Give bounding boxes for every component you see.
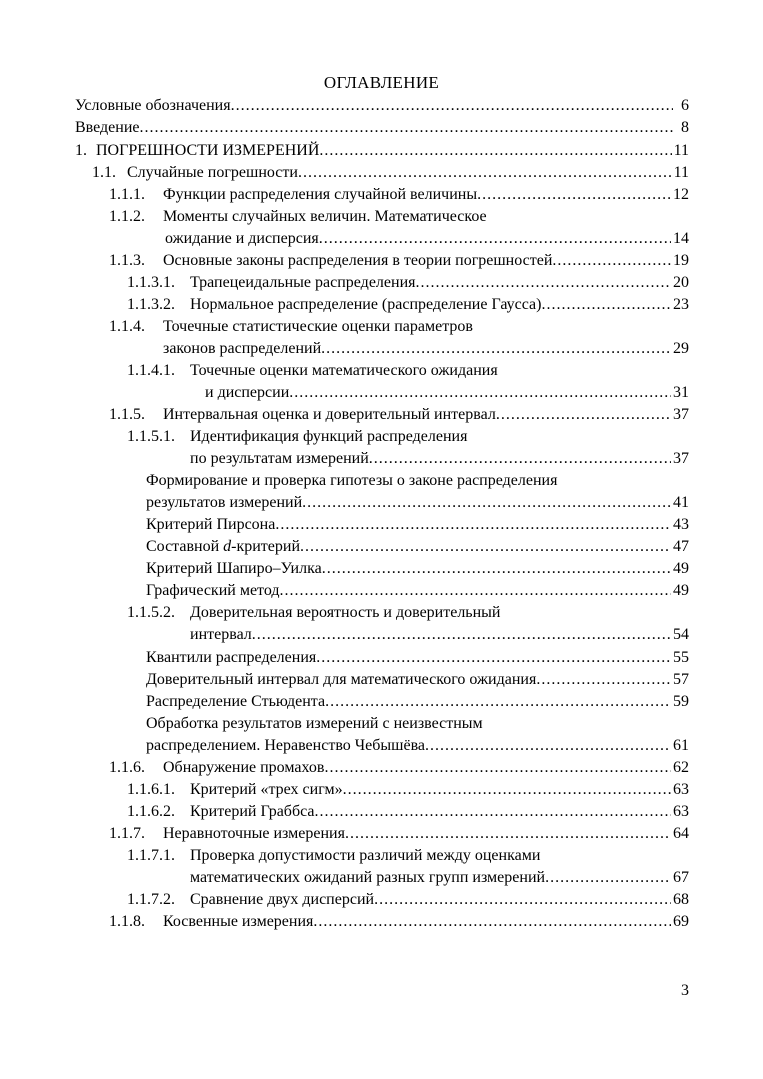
leader-dots xyxy=(541,295,671,315)
toc-entry-text: Трапецеидальные распределения xyxy=(190,274,416,291)
toc-entry-1-1-5[interactable] xyxy=(109,405,689,425)
toc-entry-1-1-5-2[interactable] xyxy=(190,625,689,645)
toc-entry-1-1-4-1-first-line xyxy=(127,361,498,381)
toc-entry-page: 12 xyxy=(673,186,689,203)
toc-entry-text-line1: Точечные статистические оценки параметров xyxy=(163,318,473,335)
toc-entry-text: Доверительный интервал для математического ожидания xyxy=(146,671,537,688)
toc-entry-text: ПОГРЕШНОСТИ ИЗМЕРЕНИЙ xyxy=(96,142,320,159)
leader-dots xyxy=(536,670,671,690)
toc-entry-text: результатов измерений xyxy=(146,494,303,511)
toc-entry-page: 6 xyxy=(681,97,689,114)
toc-entry-page: 11 xyxy=(673,142,689,159)
toc-entry-confidence-interval-mean[interactable] xyxy=(146,670,689,690)
toc-entry-text: Критерий Пирсона xyxy=(146,516,276,533)
leader-dots xyxy=(275,515,671,535)
toc-entry-page: 68 xyxy=(673,891,689,908)
toc-entry-1-1-2[interactable] xyxy=(165,229,689,249)
page-number: 3 xyxy=(681,982,689,999)
toc-entry-page: 37 xyxy=(673,450,689,467)
toc-entry-page: 31 xyxy=(673,384,689,401)
toc-entry-text: ожидание и дисперсия xyxy=(165,230,319,247)
toc-entry-page: 55 xyxy=(673,649,689,666)
toc-entry-number: 1.1.2. xyxy=(109,208,145,225)
toc-entry-1-1-7-2[interactable] xyxy=(127,890,689,910)
toc-entry-number: 1.1.6.2. xyxy=(127,803,175,820)
toc-entry-1-1-6-1[interactable] xyxy=(127,780,689,800)
toc-entry-page: 62 xyxy=(673,759,689,776)
toc-entry-number: 1.1.3. xyxy=(109,252,145,269)
leader-dots xyxy=(319,229,671,249)
toc-entry-number: 1.1.7. xyxy=(109,825,145,842)
toc-entry-1-1-5-1-first-line xyxy=(127,427,467,447)
toc-entry-text: Введение xyxy=(75,119,140,136)
toc-entry-1-1-5-1[interactable] xyxy=(190,449,689,469)
toc-entry-text: Косвенные измерения xyxy=(163,913,314,930)
toc-entry-number: 1.1.5.2. xyxy=(127,604,175,621)
toc-entry-number: 1.1.6. xyxy=(109,759,145,776)
toc-entry-pearson[interactable] xyxy=(146,515,689,535)
toc-entry-text: Критерий Шапиро–Уилка xyxy=(146,560,322,577)
leader-dots xyxy=(319,141,671,161)
leader-dots xyxy=(231,96,673,116)
toc-entry-graphical-method[interactable] xyxy=(146,581,689,601)
toc-entry-number: 1.1.3.2. xyxy=(127,296,175,313)
leader-dots xyxy=(324,758,671,778)
toc-entry-1-1-4-1[interactable] xyxy=(205,383,689,403)
toc-entry-1-1-3-2[interactable] xyxy=(127,295,689,315)
toc-entry-text: Интервальная оценка и доверительный интервал xyxy=(163,406,496,423)
toc-entry-1-1[interactable] xyxy=(92,163,689,183)
toc-entry-text: Квантили распределения xyxy=(146,649,317,666)
leader-dots xyxy=(345,824,671,844)
toc-entry-chebyshev-first-line: Обработка результатов измерений с неизвестным xyxy=(146,715,483,732)
leader-dots xyxy=(313,912,671,932)
toc-entry-text: и дисперсии xyxy=(205,384,290,401)
toc-entry-text: Обнаружение промахов xyxy=(163,759,325,776)
toc-entry-page: 20 xyxy=(673,274,689,291)
toc-entry-1-1-3-1[interactable] xyxy=(127,273,689,293)
toc-entry-1-1-3[interactable] xyxy=(109,251,689,271)
toc-entry-number: 1.1. xyxy=(92,164,116,181)
toc-entry-text: Графический метод xyxy=(146,582,280,599)
toc-entry-hypothesis-first-line: Формирование и проверка гипотезы о законе распределения xyxy=(146,472,558,489)
leader-dots xyxy=(369,449,671,469)
toc-entry-quantiles[interactable] xyxy=(146,648,689,668)
toc-entry-page: 8 xyxy=(681,119,689,136)
toc-entry-number: 1.1.5.1. xyxy=(127,428,175,445)
toc-entry-1-1-1[interactable] xyxy=(109,185,689,205)
toc-entry-1-1-6-2[interactable] xyxy=(127,802,689,822)
leader-dots xyxy=(425,736,671,756)
toc-entry-text-line1: Точечные оценки математического ожидания xyxy=(190,362,498,379)
toc-entry-text: Условные обозначения xyxy=(75,97,231,114)
toc-entry-page: 63 xyxy=(673,803,689,820)
toc-entry-text-line1: Проверка допустимости различий между оценками xyxy=(190,847,541,864)
toc-entry-page: 49 xyxy=(673,582,689,599)
leader-dots xyxy=(280,581,671,601)
leader-dots xyxy=(374,890,671,910)
toc-entry-introduction[interactable] xyxy=(75,118,689,138)
leader-dots xyxy=(316,648,671,668)
toc-entry-text: Составной d-критерий xyxy=(146,538,301,555)
leader-dots xyxy=(302,493,671,513)
toc-entry-page: 11 xyxy=(673,164,689,181)
toc-entry-1-1-4[interactable] xyxy=(163,339,689,359)
toc-entry-text: Критерий Граббса xyxy=(190,803,315,820)
leader-dots xyxy=(343,780,671,800)
toc-entry-page: 49 xyxy=(673,560,689,577)
toc-entry-page: 69 xyxy=(673,913,689,930)
toc-entry-number: 1.1.4.1. xyxy=(127,362,175,379)
leader-dots xyxy=(314,802,671,822)
toc-entry-notation[interactable] xyxy=(75,96,689,116)
page-title: ОГЛАВЛЕНИЕ xyxy=(323,73,440,92)
toc-entry-text: Распределение Стьюдента xyxy=(146,693,326,710)
toc-entry-text: по результатам измерений xyxy=(190,450,369,467)
toc-entry-1-1-4-first-line xyxy=(109,317,473,337)
toc-entry-number: 1.1.3.1. xyxy=(127,274,175,291)
toc-entry-page: 67 xyxy=(673,869,689,886)
leader-dots xyxy=(321,339,671,359)
toc-entry-text: Сравнение двух дисперсий xyxy=(190,891,375,908)
toc-entry-shapiro-wilk[interactable] xyxy=(146,559,689,579)
leader-dots xyxy=(552,251,671,271)
toc-entry-page: 14 xyxy=(673,230,689,247)
toc-entry-1-1-7-1[interactable] xyxy=(190,868,689,888)
toc-entry-number: 1. xyxy=(75,142,87,159)
leader-dots xyxy=(289,383,671,403)
toc-entry-number: 1.1.8. xyxy=(109,913,145,930)
toc-entry-1-1-7-1-first-line xyxy=(127,846,540,866)
toc-entry-page: 54 xyxy=(673,626,689,643)
toc-entry-page: 19 xyxy=(673,252,689,269)
leader-dots xyxy=(416,273,672,293)
toc-entry-text: распределением. Неравенство Чебышёва xyxy=(146,737,426,754)
toc-entry-1-1-5-2-first-line xyxy=(127,603,500,623)
toc-entry-number: 1.1.6.1. xyxy=(127,781,175,798)
toc-entry-chapter-1[interactable] xyxy=(75,141,689,161)
toc-entry-page: 61 xyxy=(673,737,689,754)
toc-entry-number: 1.1.7.2. xyxy=(127,891,175,908)
toc-entry-student[interactable] xyxy=(146,692,689,712)
toc-entry-text: Функции распределения случайной величины xyxy=(163,186,478,203)
toc-entry-number: 1.1.4. xyxy=(109,318,145,335)
toc-entry-1-1-8[interactable] xyxy=(109,912,689,932)
toc-entry-number: 1.1.1. xyxy=(109,186,145,203)
toc-entry-page: 64 xyxy=(673,825,689,842)
leader-dots xyxy=(325,692,671,712)
toc-entry-page: 63 xyxy=(673,781,689,798)
toc-entry-page: 29 xyxy=(673,340,689,357)
toc-entry-page: 59 xyxy=(673,693,689,710)
leader-dots xyxy=(322,559,671,579)
toc-entry-text: Случайные погрешности xyxy=(127,164,298,181)
toc-entry-page: 47 xyxy=(673,538,689,555)
leader-dots xyxy=(252,625,671,645)
toc-entry-page: 23 xyxy=(673,296,689,313)
toc-entry-page: 41 xyxy=(673,494,689,511)
toc-entry-text: Критерий «трех сигм» xyxy=(190,781,343,798)
toc-entry-d-criterion[interactable] xyxy=(146,537,689,557)
leader-dots xyxy=(298,163,672,183)
toc-entry-hypothesis[interactable] xyxy=(146,493,689,513)
toc-entry-text: законов распределений xyxy=(163,340,322,357)
toc-entry-text: Неравноточные измерения xyxy=(163,825,345,842)
leader-dots xyxy=(477,185,671,205)
leader-dots xyxy=(545,868,671,888)
toc-entry-1-1-6[interactable] xyxy=(109,758,689,778)
toc-entry-page: 37 xyxy=(673,406,689,423)
toc-entry-text-line1: Доверительная вероятность и доверительный xyxy=(190,604,501,621)
toc-entry-text: интервал xyxy=(190,626,252,643)
leader-dots xyxy=(140,118,674,138)
toc-entry-chebyshev[interactable] xyxy=(146,736,689,756)
toc-entry-1-1-7[interactable] xyxy=(109,824,689,844)
leader-dots xyxy=(300,537,671,557)
toc-entry-text: Нормальное распределение (распределение Гаусса) xyxy=(190,296,542,313)
toc-entry-text: математических ожиданий разных групп измерений xyxy=(190,869,546,886)
leader-dots xyxy=(496,405,671,425)
toc-entry-number: 1.1.5. xyxy=(109,406,145,423)
toc-entry-text-line1: Моменты случайных величин. Математическое xyxy=(163,208,487,225)
toc-entry-page: 43 xyxy=(673,516,689,533)
toc-entry-text-line1: Идентификация функций распределения xyxy=(190,428,468,445)
toc-entry-number: 1.1.7.1. xyxy=(127,847,175,864)
toc-entry-1-1-2-first-line xyxy=(109,207,487,227)
toc-entry-page: 57 xyxy=(673,671,689,688)
toc-entry-text: Основные законы распределения в теории погрешностей xyxy=(163,252,553,269)
